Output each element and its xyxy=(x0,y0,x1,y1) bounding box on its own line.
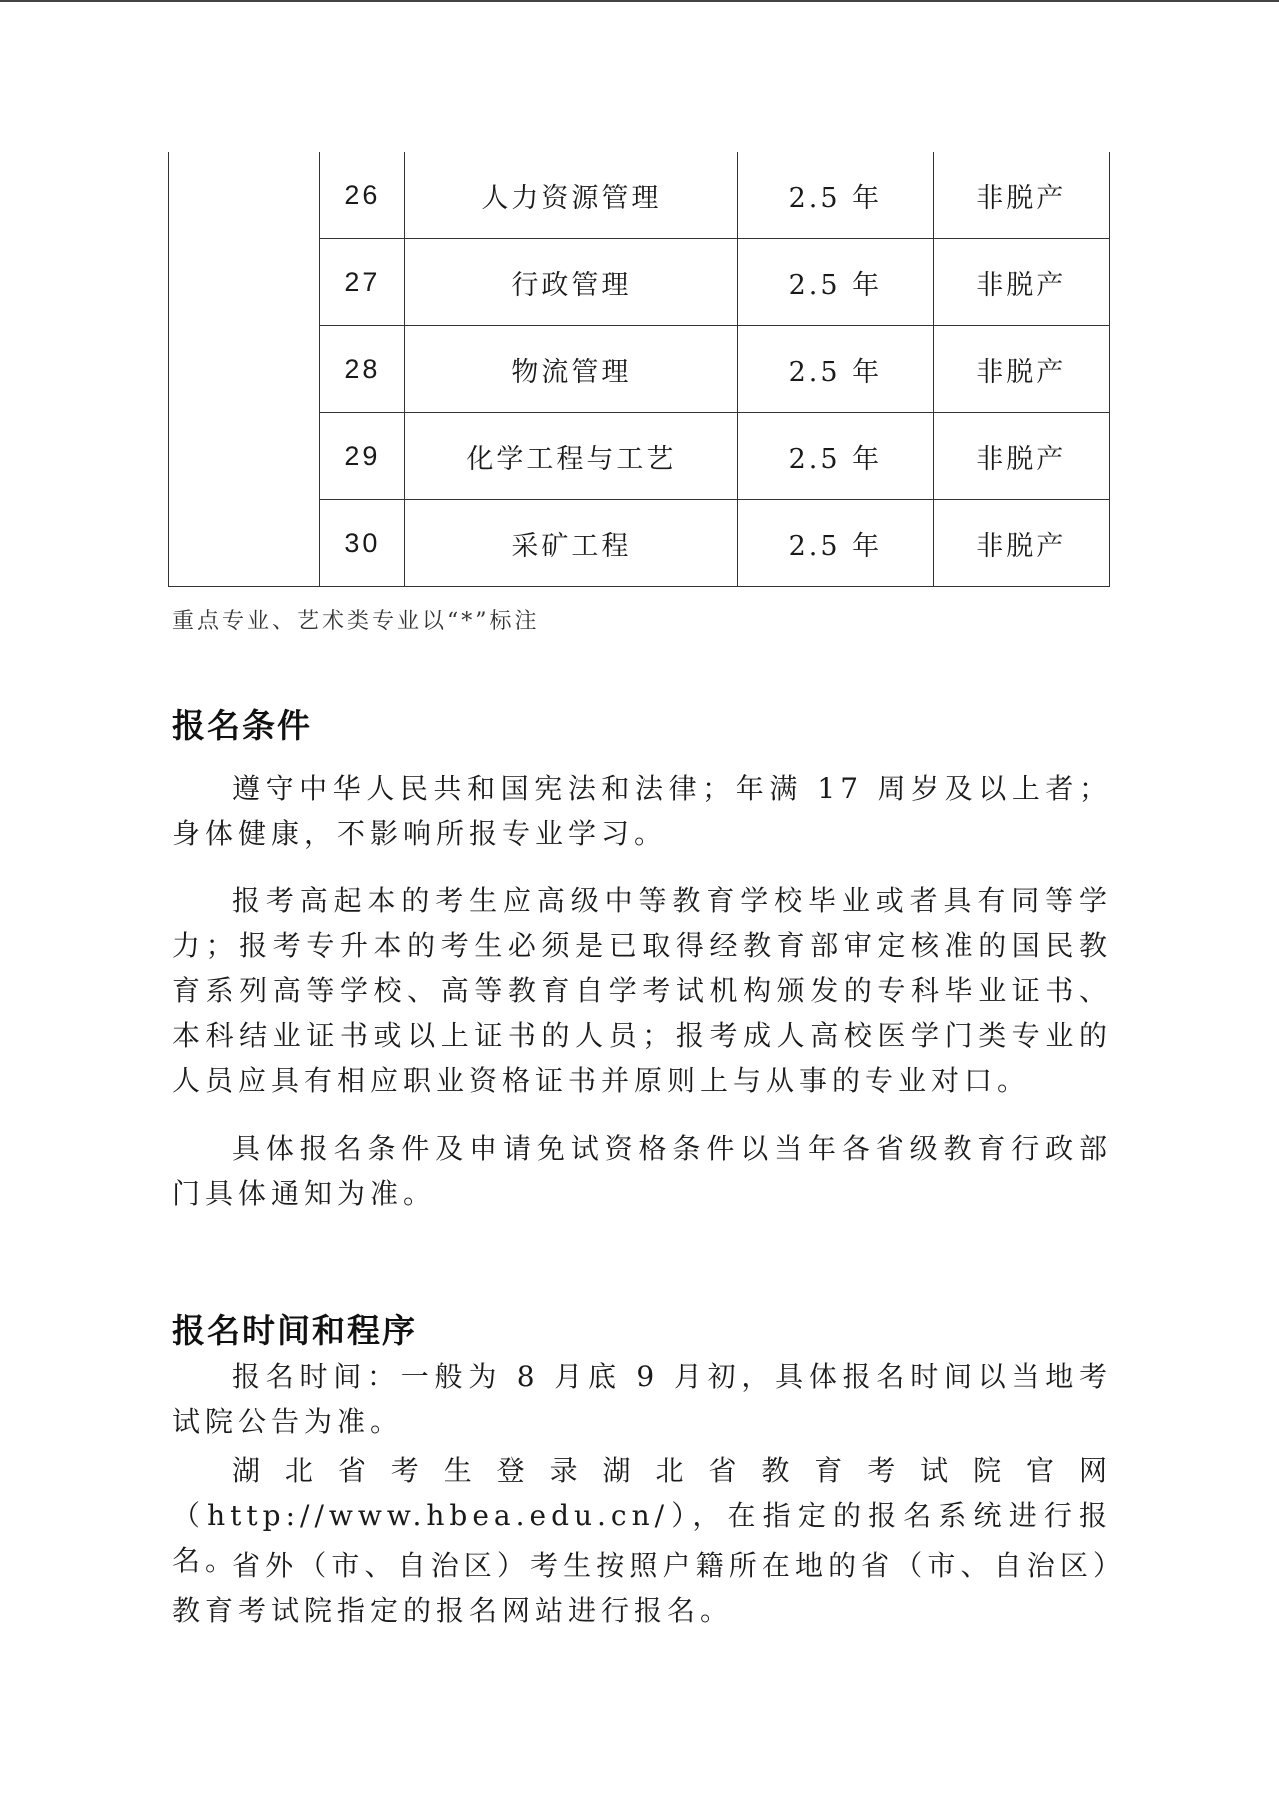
program-table xyxy=(168,152,1110,587)
study-mode: 非脱产 xyxy=(933,413,1109,500)
section-title-conditions: 报名条件 xyxy=(172,706,312,745)
study-duration: 2.5 年 xyxy=(738,413,933,500)
conditions-paragraph-1: 遵守中华人民共和国宪法和法律；年满 17 周岁及以上者；身体健康，不影响所报专业学习。 xyxy=(172,772,1112,850)
program-table-container xyxy=(168,152,1110,587)
major-name: 物流管理 xyxy=(405,326,738,413)
table-footnote: 重点专业、艺术类专业以“*”标注 xyxy=(172,609,540,634)
row-number: 30 xyxy=(320,500,405,587)
major-name: 采矿工程 xyxy=(405,500,738,587)
procedure-paragraph-2: 湖北省考生登录湖北省教育考试院官网（http://www.hbea.edu.cn/），在指定的报名系统进行报名。 xyxy=(172,1454,1112,1577)
study-mode: 非脱产 xyxy=(933,326,1109,413)
study-mode: 非脱产 xyxy=(933,500,1109,587)
table-row xyxy=(169,152,1110,239)
page-top-border xyxy=(0,0,1279,2)
row-number: 29 xyxy=(320,413,405,500)
conditions-paragraph-2: 报考高起本的考生应高级中等教育学校毕业或者具有同等学力；报考专升本的考生必须是已取得经教育部审定核准的国民教育系列高等学校、高等教育自学考试机构颁发的专科毕业证书、本科结业证书或以上证书的人员；报考成人高校医学门类专业的人员应具有相应职业资格证书并原则上与从事的专业对口。 xyxy=(172,884,1112,1097)
study-duration: 2.5 年 xyxy=(738,500,933,587)
category-cell xyxy=(169,152,320,587)
row-number: 27 xyxy=(320,239,405,326)
row-number: 26 xyxy=(320,152,405,239)
major-name: 行政管理 xyxy=(405,239,738,326)
study-duration: 2.5 年 xyxy=(738,326,933,413)
major-name: 人力资源管理 xyxy=(405,152,738,239)
study-duration: 2.5 年 xyxy=(738,152,933,239)
row-number: 28 xyxy=(320,326,405,413)
conditions-paragraph-3: 具体报名条件及申请免试资格条件以当年各省级教育行政部门具体通知为准。 xyxy=(172,1132,1112,1210)
procedure-paragraph-1: 报名时间：一般为 8 月底 9 月初，具体报名时间以当地考试院公告为准。 xyxy=(172,1360,1112,1438)
major-name: 化学工程与工艺 xyxy=(405,413,738,500)
procedure-paragraph-3: 省外（市、自治区）考生按照户籍所在地的省（市、自治区）教育考试院指定的报名网站进行报名。 xyxy=(172,1549,1112,1627)
study-mode: 非脱产 xyxy=(933,152,1109,239)
section-title-procedure: 报名时间和程序 xyxy=(172,1311,417,1350)
study-duration: 2.5 年 xyxy=(738,239,933,326)
study-mode: 非脱产 xyxy=(933,239,1109,326)
